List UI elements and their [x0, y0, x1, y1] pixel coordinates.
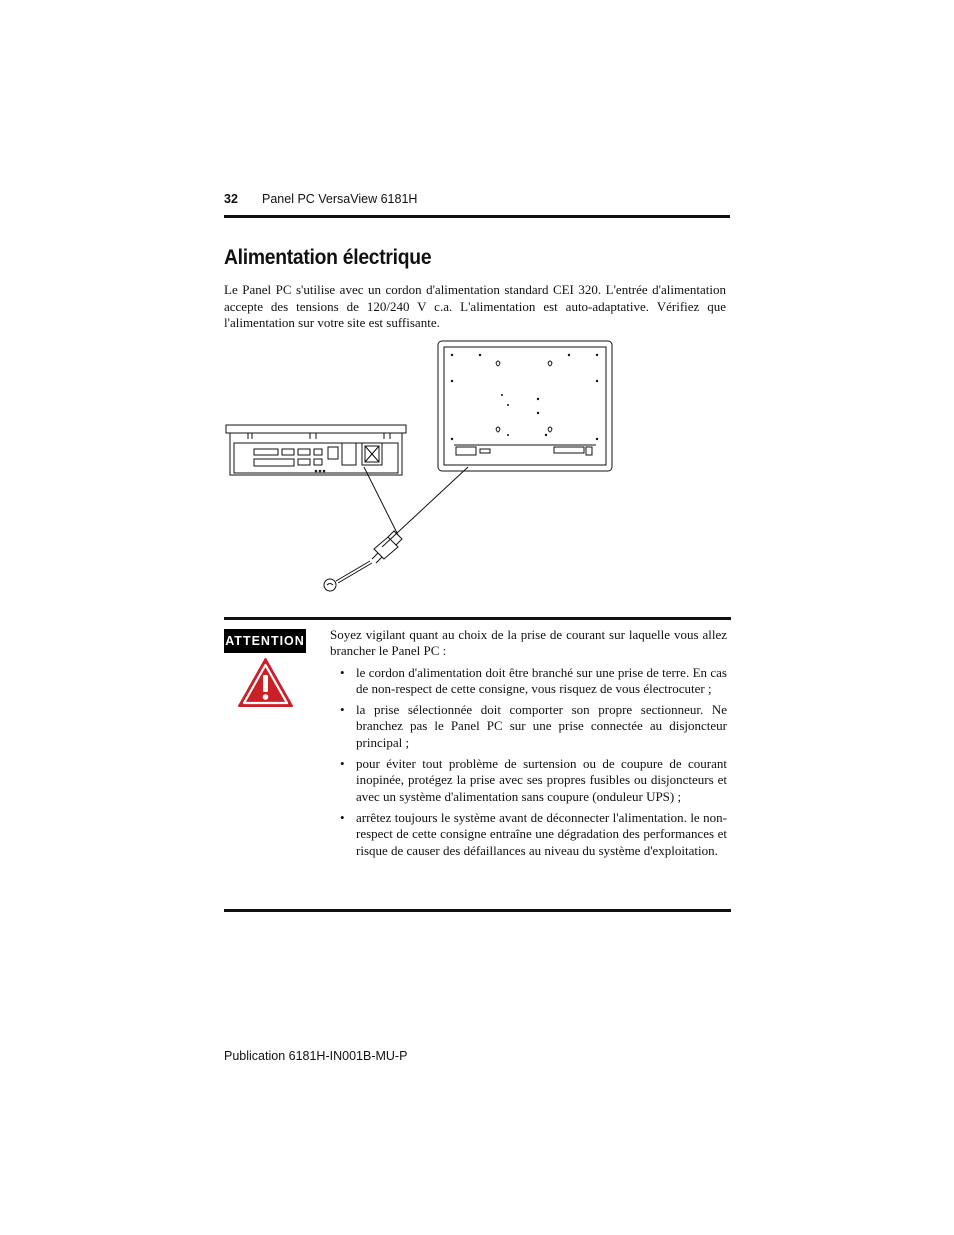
attention-lead: Soyez vigilant quant au choix de la prise de courant sur laquelle vous allez brancher le Panel PC : — [330, 627, 727, 659]
page-number: 32 — [224, 192, 238, 206]
attention-text — [330, 627, 727, 864]
list-item — [330, 702, 727, 751]
attention-rule-top — [224, 617, 731, 620]
document-title: Panel PC VersaView 6181H — [262, 192, 418, 206]
publication-footer: Publication 6181H-IN001B-MU-P — [224, 1049, 408, 1063]
list-item-text: le cordon d'alimentation doit être branché sur une prise de terre. En cas de non-respect de cette consigne, vous risquez de vous électrocuter ; — [356, 664, 727, 696]
list-item — [330, 756, 727, 805]
list-item-text: pour éviter tout problème de surtension ou de coupure de courant inopinée, protégez la prise avec ses propres fusibles ou disjoncteurs et avec un système d'alimentation sans coupure (onduleur UPS) ; — [356, 756, 727, 804]
attention-rule-bottom — [224, 909, 731, 912]
bullet: • — [340, 756, 345, 772]
power-cord-plug — [324, 531, 402, 591]
page-header — [224, 192, 730, 216]
power-connection-diagram — [224, 335, 634, 595]
list-item-text: arrêtez toujours le système avant de déconnecter l'alimentation. le non-respect de cette consigne entraîne une dégradation des performances et risque de causer des défaillances au niveau du système d'exploitation. — [356, 809, 727, 858]
attention-badge: ATTENTION — [224, 629, 306, 653]
panel-rear-view — [438, 341, 612, 471]
bullet: • — [340, 664, 345, 680]
intro-paragraph: Le Panel PC s'utilise avec un cordon d'alimentation standard CEI 320. L'entrée d'alimentation accepte des tensions de 120/240 V c.a. L'alimentation est auto-adaptative. Vérifiez que l'alimentation sur votre site est suffisante. — [224, 282, 726, 330]
bullet: • — [340, 702, 345, 718]
attention-list — [330, 665, 727, 859]
list-item — [330, 665, 727, 698]
bullet: • — [340, 809, 345, 825]
panel-bottom-view — [226, 425, 406, 475]
header-rule — [224, 215, 730, 218]
warning-triangle-icon — [237, 657, 294, 709]
list-item-text: la prise sélectionnée doit comporter son propre sectionneur. Ne branchez pas le Panel PC sur une prise connectée au disjoncteur principal ; — [356, 702, 727, 750]
list-item — [330, 810, 727, 859]
section-title: Alimentation électrique — [224, 246, 432, 269]
